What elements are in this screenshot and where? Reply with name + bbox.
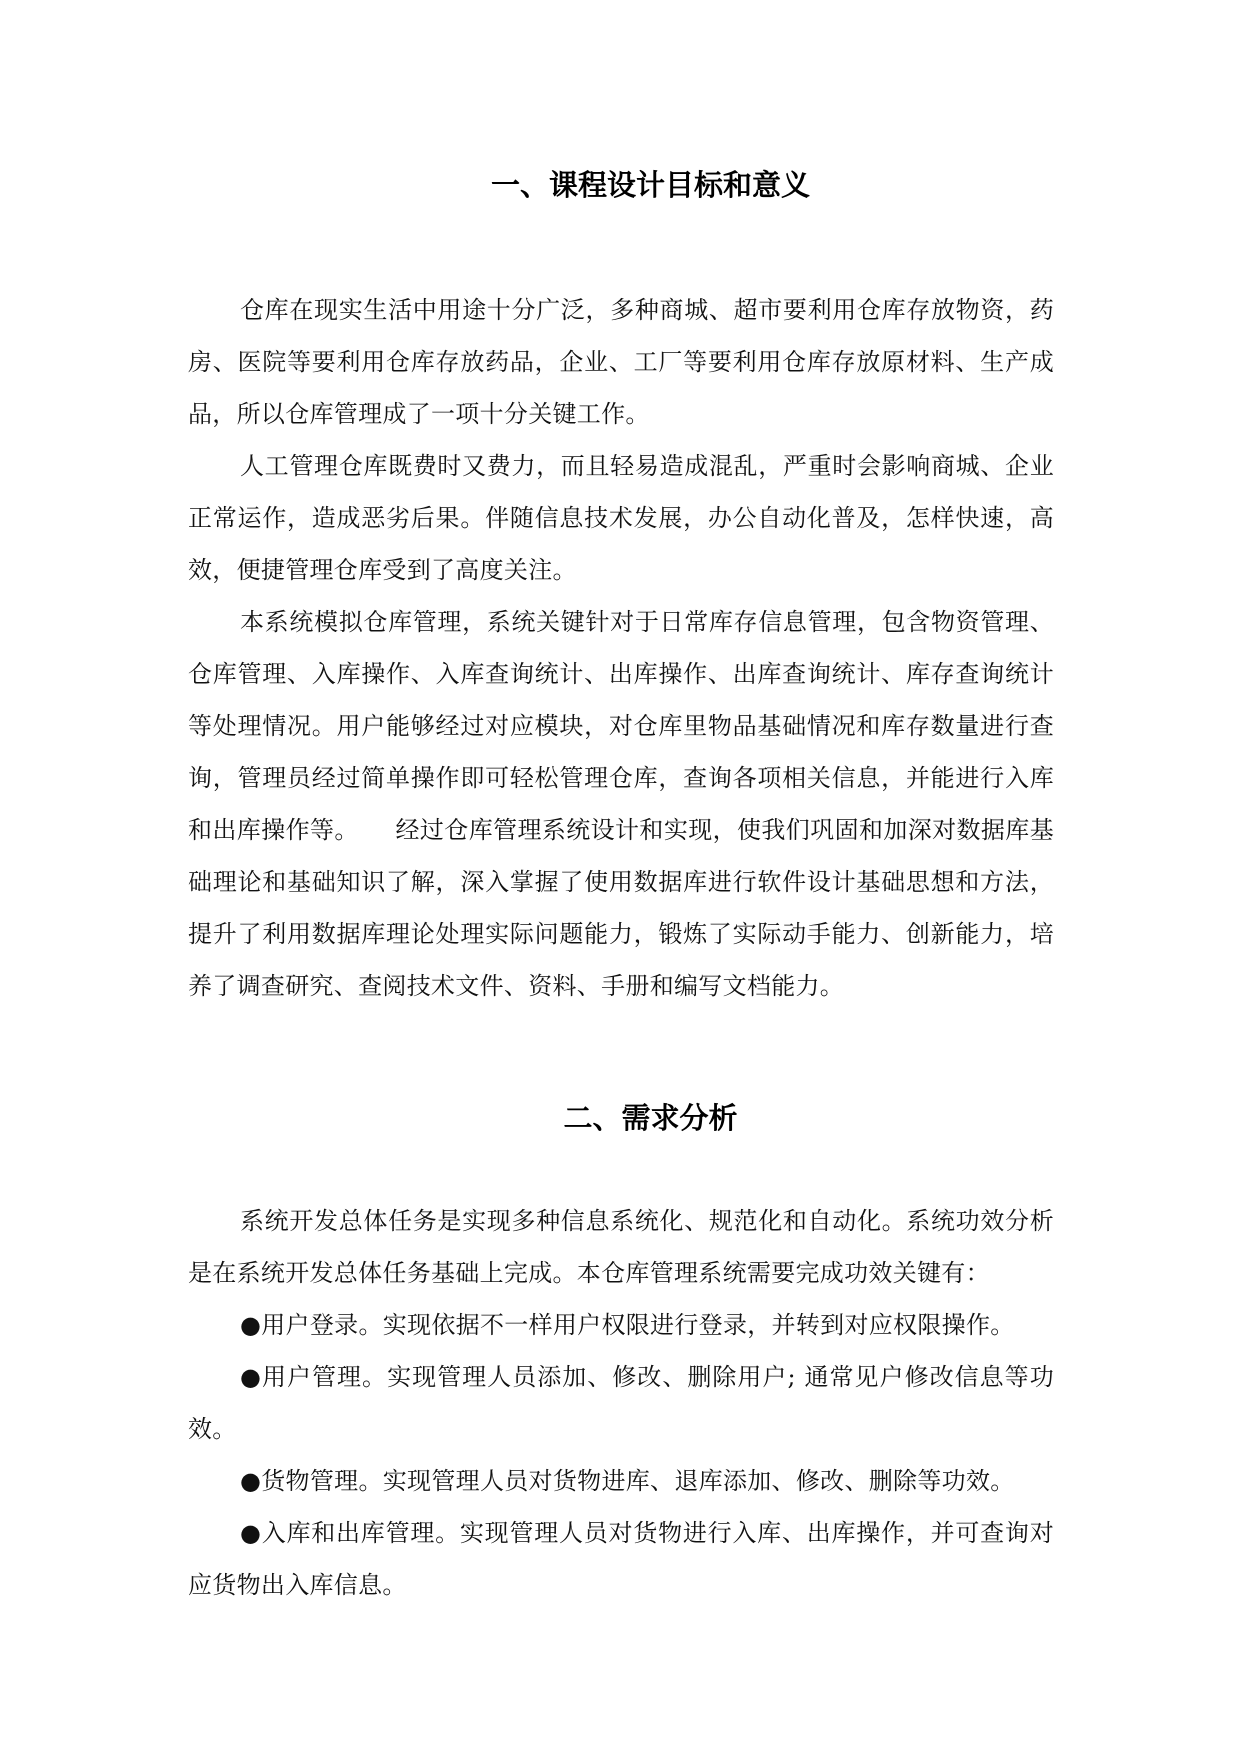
section-heading-course-design-goals: 一、课程设计目标和意义 [490,168,810,202]
paragraph: 本系统模拟仓库管理，系统关键针对于日常库存信息管理，包含物资管理、仓库管理、入库操作、入库查询统计、出库操作、出库查询统计、库存查询统计等处理情况。用户能够经过对应模块，对仓库里物品基础情况和库存数量进行查询，管理员经过简单操作即可轻松管理仓库，查询各项相关信息，并能进行入库和出库操作等。 经过仓库管理系统设计和实现，使我们巩固和加深对数据库基础理论和基础知识了解，深入掌握了使用数据库进行软件设计基础思想和方法，提升了利用数据库理论处理实际问题能力，锻炼了实际动手能力、创新能力，培养了调查研究、查阅技术文件、资料、手册和编写文档能力。 [188,608,1054,1000]
section-body-course-design-goals [188,284,1054,1012]
bullet-item-goods-management: ●货物管理。实现管理人员对货物进库、退库添加、修改、删除等功效。 [240,1467,1015,1495]
paragraph: 人工管理仓库既费时又费力，而且轻易造成混乱，严重时会影响商城、企业正常运作，造成恶劣后果。伴随信息技术发展，办公自动化普及，怎样快速，高效，便捷管理仓库受到了高度关注。 [188,452,1054,584]
bullet-item-user-management: ●用户管理。实现管理人员添加、修改、删除用户; 通常见户修改信息等功效。 [188,1363,1054,1443]
paragraph: 系统开发总体任务是实现多种信息系统化、规范化和自动化。系统功效分析是在系统开发总体任务基础上完成。本仓库管理系统需要完成功效关键有： [188,1207,1054,1287]
section-body-requirements-analysis [188,1195,1054,1611]
paragraph: 仓库在现实生活中用途十分广泛，多种商城、超市要利用仓库存放物资，药房、医院等要利用仓库存放药品，企业、工厂等要利用仓库存放原材料、生产成品，所以仓库管理成了一项十分关键工作。 [188,296,1054,428]
bullet-item-inbound-outbound-management: ●入库和出库管理。实现管理人员对货物进行入库、出库操作，并可查询对应货物出入库信息。 [188,1519,1054,1599]
section-heading-requirements-analysis: 二、需求分析 [563,1101,738,1135]
bullet-item-user-login: ●用户登录。实现依据不一样用户权限进行登录，并转到对应权限操作。 [240,1311,1015,1339]
